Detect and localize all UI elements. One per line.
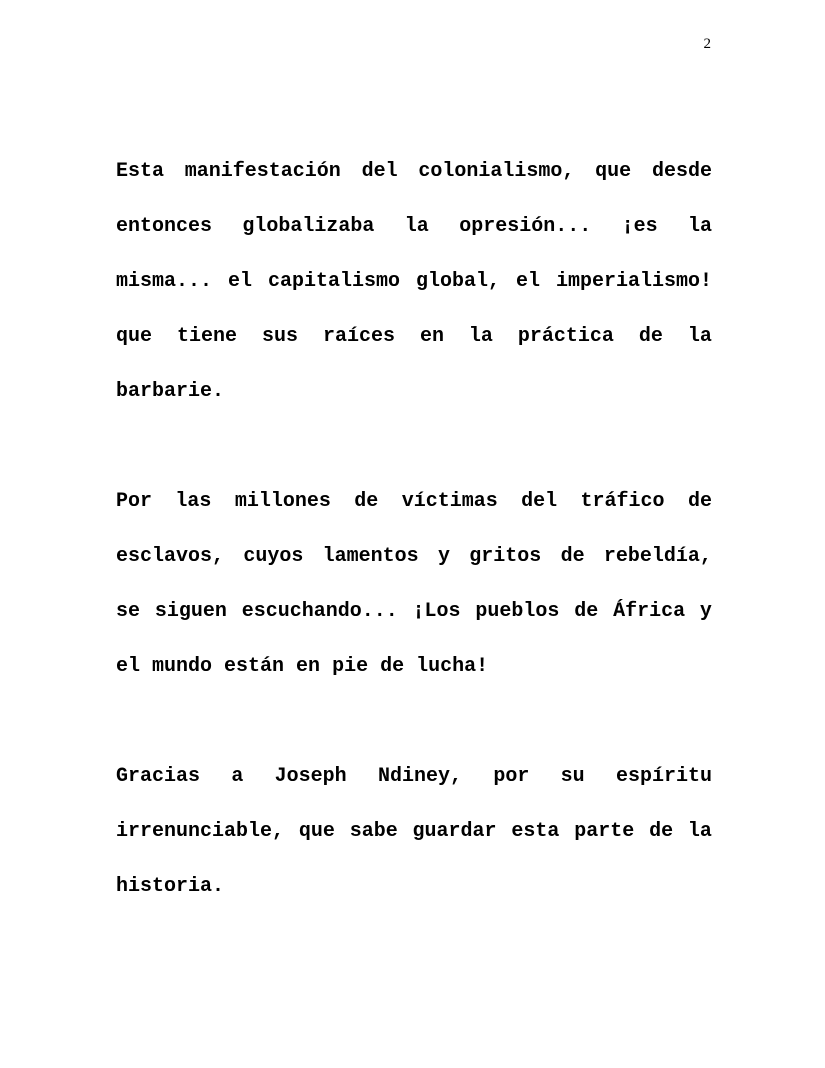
word: se xyxy=(116,600,141,623)
text-line xyxy=(116,639,712,694)
word: manifestación xyxy=(184,160,341,183)
word: irrenunciable, xyxy=(116,820,285,843)
word: de xyxy=(638,325,663,348)
word: a xyxy=(231,765,244,788)
paragraph-acknowledgement xyxy=(116,749,712,914)
word: sus xyxy=(261,325,298,348)
word: escuchando... xyxy=(241,600,398,623)
word: entonces xyxy=(116,215,213,238)
word: ¡Los xyxy=(412,600,461,623)
word: el xyxy=(116,655,141,678)
word: raíces xyxy=(322,325,395,348)
word: su xyxy=(560,765,585,788)
text-line xyxy=(116,199,712,254)
word: la xyxy=(468,325,493,348)
paragraph-spacer xyxy=(116,419,712,474)
word: Joseph xyxy=(274,765,347,788)
word: esclavos, xyxy=(116,545,225,568)
word: sabe xyxy=(349,820,398,843)
word: que xyxy=(298,820,335,843)
word: y xyxy=(699,600,712,623)
word: víctimas xyxy=(401,490,498,513)
word: de xyxy=(560,545,585,568)
word: colonialismo, xyxy=(418,160,575,183)
word: del xyxy=(361,160,398,183)
word: gritos xyxy=(469,545,542,568)
text-line xyxy=(116,474,712,529)
word: espíritu xyxy=(615,765,712,788)
word: el xyxy=(227,270,252,293)
word: siguen xyxy=(154,600,227,623)
word: global, xyxy=(415,270,500,293)
word: historia. xyxy=(116,875,225,898)
word: desde xyxy=(651,160,712,183)
word: rebeldía, xyxy=(603,545,712,568)
word: del xyxy=(521,490,558,513)
word: misma... xyxy=(116,270,213,293)
word: de xyxy=(574,600,599,623)
word: en xyxy=(296,655,321,678)
word: mundo xyxy=(152,655,213,678)
word: de xyxy=(354,490,379,513)
text-line xyxy=(116,859,712,914)
word: África xyxy=(613,600,686,623)
word: las xyxy=(175,490,212,513)
word: la xyxy=(687,325,712,348)
word: la xyxy=(687,215,712,238)
word: capitalismo xyxy=(267,270,400,293)
word: de xyxy=(380,655,405,678)
word: en xyxy=(419,325,444,348)
word: el xyxy=(515,270,540,293)
word: parte xyxy=(574,820,635,843)
text-line xyxy=(116,749,712,804)
paragraph-spacer xyxy=(116,694,712,749)
document-body xyxy=(116,144,712,914)
text-line xyxy=(116,144,712,199)
word: práctica xyxy=(517,325,614,348)
text-line xyxy=(116,584,712,639)
word: Gracias xyxy=(116,765,201,788)
word: millones xyxy=(234,490,331,513)
word: cuyos xyxy=(243,545,304,568)
word: la xyxy=(687,820,712,843)
text-line xyxy=(116,529,712,584)
word: Por xyxy=(116,490,153,513)
word: la xyxy=(404,215,429,238)
word: Esta xyxy=(116,160,165,183)
word: que xyxy=(116,325,153,348)
word: de xyxy=(649,820,674,843)
word: que xyxy=(595,160,632,183)
word: por xyxy=(493,765,530,788)
word: pie xyxy=(332,655,369,678)
word: lamentos xyxy=(322,545,419,568)
word: de xyxy=(687,490,712,513)
word: barbarie. xyxy=(116,380,225,403)
text-line xyxy=(116,804,712,859)
word: ¡es xyxy=(621,215,658,238)
word: esta xyxy=(511,820,560,843)
word: y xyxy=(437,545,450,568)
word: opresión... xyxy=(459,215,592,238)
text-line xyxy=(116,364,712,419)
word: Ndiney, xyxy=(377,765,462,788)
paragraph-slave-trade xyxy=(116,474,712,694)
word: globalizaba xyxy=(242,215,375,238)
word: lucha! xyxy=(416,655,489,678)
word: guardar xyxy=(412,820,497,843)
paragraph-colonialism xyxy=(116,144,712,419)
page-number: 2 xyxy=(703,36,711,52)
word: pueblos xyxy=(475,600,560,623)
text-line xyxy=(116,309,712,364)
word: tráfico xyxy=(580,490,665,513)
word: tiene xyxy=(176,325,237,348)
text-line xyxy=(116,254,712,309)
word: imperialismo! xyxy=(555,270,712,293)
word: están xyxy=(224,655,285,678)
